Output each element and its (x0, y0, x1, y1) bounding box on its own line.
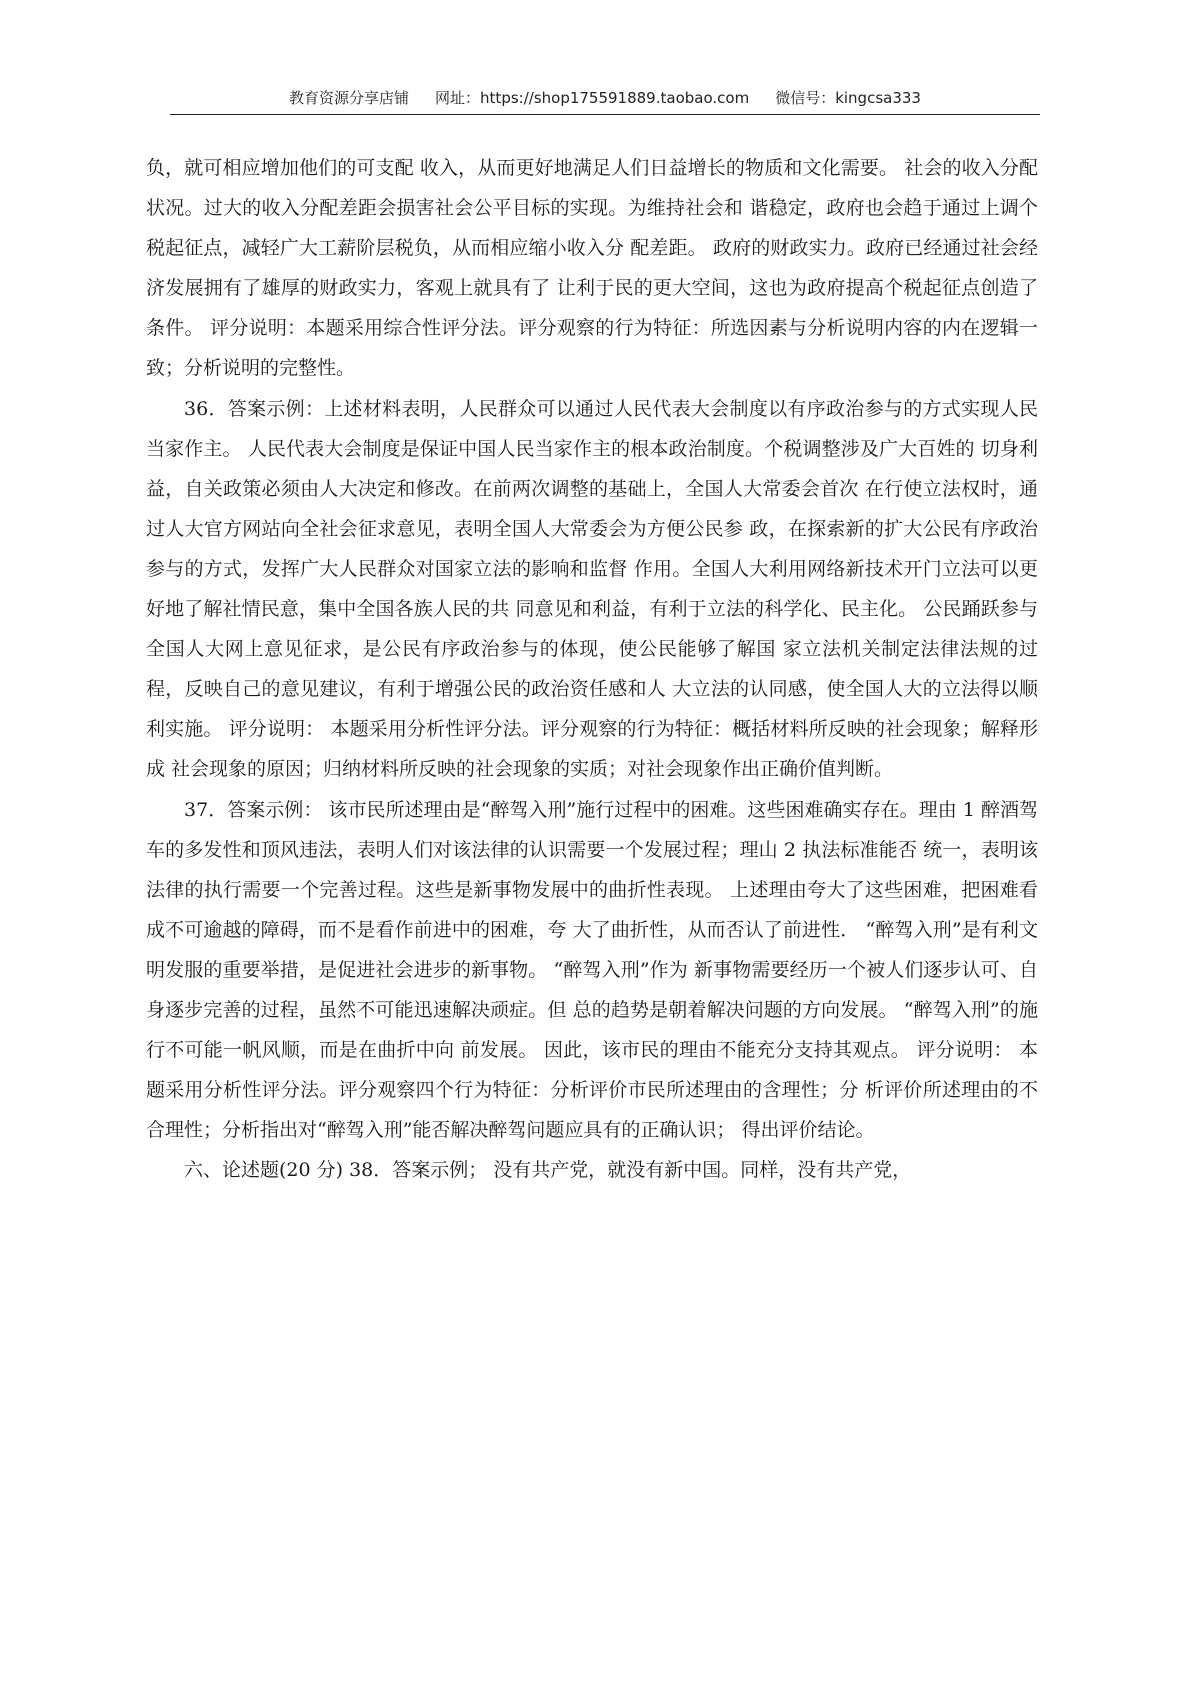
header-wechat: 微信号：kingcsa333 (775, 89, 921, 107)
paragraph-essay-38: 六、论述题(20 分) 38．答案示例； 没有共产党，就没有新中国。同样，没有共产党， (184, 1159, 912, 1182)
paragraph-answer-36: 36．答案示例：上述材料表明，人民群众可以通过人民代表大会制度以有序政治参与的方式实现人民 当家作主。 人民代表大会制度是保证中国人民当家作主的根本政治制度。个税调整涉及广大百姓的 切身利益，自关政策必须由人大决定和修改。在前两次调整的基础上，全国人大常委会首次 在行使立法权时，通过人大官方网站向全社会征求意见，表明全国人大常委会为方便公民参 政，在探索新的扩大公民有序政治参与的方式，发挥广大人民群众对国家立法的影响和监督 作用。全国人大利用网络新技术开门立法可以更好地了解社情民意，集中全国各族人民的共 同意见和利益，有利于立法的科学化、民主化。 公民踊跃参与全国人大网上意见征求，是公民有序政治参与的体现，使公民能够了解国 家立法机关制定法律法规的过程，反映自己的意见建议，有利于增强公民的政治资任感和人 大立法的认同感，使全国人大的立法得以顺利实施。 评分说明： 本题采用分析性评分法。评分观察的行为特征：概括材料所反映的社会现象；解释形成 社会现象的原因；归纳材料所反映的社会现象的实质；对社会现象作出正确价值判断。 (146, 397, 1038, 781)
header-url: 网址：https://shop175591889.taobao.com (435, 89, 750, 107)
page-header (170, 84, 1040, 115)
header-shop-name: 教育资源分享店铺 (289, 89, 410, 107)
paragraph-answer-37: 37．答案示例： 该市民所述理由是“醉驾入刑”施行过程中的困难。这些困难确实存在。理由 1 醉酒驾 车的多发性和顶风违法，表明人们对该法律的认识需要一个发展过程；理山 2 执法标准能否 统一，表明该法律的执行需要一个完善过程。这些是新事物发展中的曲折性表现。 上述理由夸大了这些困难，把困难看成不可逾越的障碍，而不是看作前进中的困难，夸 大了曲折性，从而否认了前进性． “醉驾入刑”是有利文明发服的重要举措，是促进社会进步的新事物。 “醉驾入刑”作为 新事物需要经历一个被人们逐步认可、自身逐步完善的过程，虽然不可能迅速解决顽症。但 总的趋势是朝着解决问题的方向发展。 “醉驾入刑”的施行不可能一帆风顺，而是在曲折中向 前发展。 因此，该市民的理由不能充分支持其观点。 评分说明： 本题采用分析性评分法。评分观察四个行为特征：分析评价市民所述理由的含理性；分 析评价所述理由的不合理性；分析指出对“醉驾入刑”能否解决醉驾问题应具有的正确认识； 得出评价结论。 (146, 798, 1038, 1142)
document-body (146, 148, 1038, 1190)
paragraph-1: 负，就可相应增加他们的可支配 收入，从而更好地满足人们日益增长的物质和文化需要。 社会的收入分配状况。过大的收入分配差距会损害社会公平目标的实现。为维持社会和 谐稳定，政府也会趋于通过上调个税起征点，减轻广大工薪阶层税负，从而相应缩小收入分 配差距。 政府的财政实力。政府已经通过社会经济发展拥有了雄厚的财政实力，客观上就具有了 让利于民的更大空间，这也为政府提高个税起征点创造了条件。 评分说明：本题采用综合性评分法。评分观察的行为特征：所选因素与分析说明内容的内在逻辑一致；分析说明的完整性。 (146, 157, 1038, 380)
